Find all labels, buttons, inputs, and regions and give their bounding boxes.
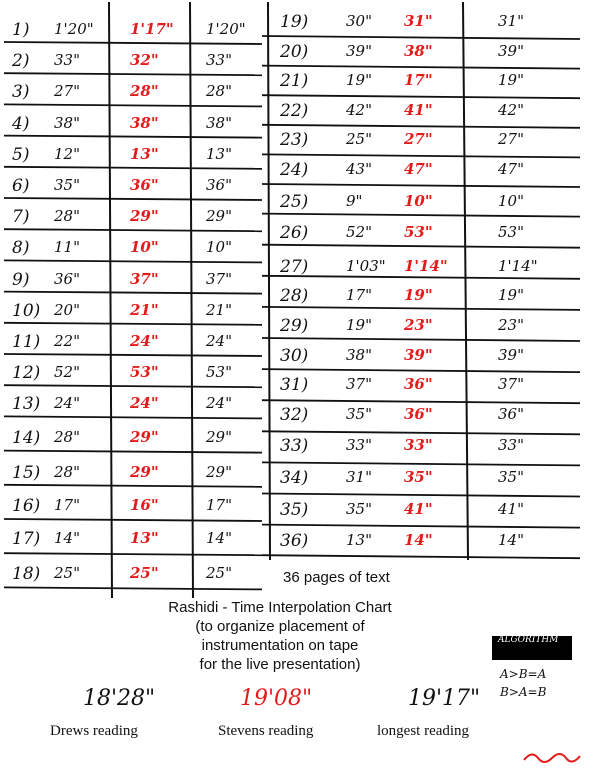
longest-value: 10" bbox=[206, 238, 232, 257]
row-number: 3) bbox=[12, 82, 30, 103]
rule-line bbox=[4, 104, 262, 106]
rule-line bbox=[4, 292, 262, 294]
longest-value: 24" bbox=[206, 332, 232, 350]
stevens-value: 41" bbox=[404, 499, 433, 518]
stevens-value: 53" bbox=[130, 363, 159, 382]
row-number: 13) bbox=[12, 394, 41, 415]
row-number: 23) bbox=[280, 130, 309, 151]
stevens-value: 36" bbox=[130, 176, 159, 194]
row-number: 28) bbox=[280, 286, 309, 307]
stevens-value: 25" bbox=[130, 564, 159, 583]
stevens-value: 36" bbox=[404, 375, 433, 394]
stevens-value: 29" bbox=[130, 207, 159, 226]
longest-value: 1'20" bbox=[206, 20, 246, 38]
longest-value: 24" bbox=[206, 394, 232, 413]
stevens-value: 35" bbox=[404, 468, 433, 486]
stevens-value: 37" bbox=[130, 269, 159, 288]
row-number: 26) bbox=[280, 223, 309, 244]
row-number: 24) bbox=[280, 160, 309, 180]
row-number: 12) bbox=[12, 363, 41, 384]
rule-line bbox=[4, 519, 262, 521]
drews-value: 38" bbox=[346, 345, 372, 364]
row-number: 30) bbox=[280, 345, 309, 366]
drews-value: 24" bbox=[54, 394, 80, 413]
rule-line bbox=[262, 276, 580, 279]
rule-line bbox=[4, 416, 262, 418]
rule-line bbox=[262, 95, 580, 98]
rule-line bbox=[262, 125, 580, 128]
caption-line-2: (to organize placement of bbox=[195, 618, 365, 635]
drews-value: 13" bbox=[346, 531, 372, 550]
drews-value: 42" bbox=[346, 100, 372, 119]
drews-value: 36" bbox=[54, 269, 80, 288]
longest-value: 42" bbox=[498, 100, 524, 119]
row-number: 7) bbox=[12, 207, 30, 228]
drews-value: 25" bbox=[54, 564, 80, 583]
drews-value: 52" bbox=[54, 363, 80, 382]
longest-value: 53" bbox=[498, 223, 524, 242]
drews-value: 35" bbox=[54, 176, 80, 194]
chart-caption bbox=[130, 600, 430, 672]
drews-value: 17" bbox=[54, 496, 80, 514]
longest-value: 14" bbox=[498, 531, 524, 550]
longest-value: 23" bbox=[498, 316, 524, 334]
longest-value: 29" bbox=[206, 207, 232, 226]
drews-value: 19" bbox=[346, 316, 372, 334]
row-number: 19) bbox=[280, 12, 309, 32]
rule-line bbox=[262, 369, 580, 372]
rule-line bbox=[262, 494, 580, 497]
drews-value: 9" bbox=[346, 191, 363, 210]
rule-line bbox=[4, 229, 262, 231]
stevens-value: 13" bbox=[130, 144, 159, 163]
stevens-value: 36" bbox=[404, 404, 433, 423]
label-stevens: Stevens reading bbox=[218, 723, 314, 739]
stevens-value: 38" bbox=[130, 113, 159, 132]
stevens-value: 29" bbox=[130, 462, 159, 481]
longest-value: 19" bbox=[498, 286, 524, 305]
row-number: 5) bbox=[12, 144, 30, 165]
longest-value: 35" bbox=[498, 468, 524, 486]
longest-value: 47" bbox=[498, 160, 524, 178]
row-number: 1) bbox=[12, 20, 30, 40]
stevens-value: 17" bbox=[404, 71, 433, 90]
row-number: 18) bbox=[12, 564, 41, 585]
rule-line bbox=[4, 587, 262, 589]
row-number: 25) bbox=[280, 191, 309, 212]
total-drews: 18'28" bbox=[83, 686, 156, 711]
stevens-value: 21" bbox=[130, 300, 159, 319]
caption-line-1: Rashidi - Time Interpolation Chart bbox=[168, 599, 392, 616]
rule-line bbox=[4, 451, 262, 453]
rule-line bbox=[4, 323, 262, 325]
row-number: 2) bbox=[12, 51, 30, 72]
rule-line bbox=[4, 553, 262, 555]
longest-value: 39" bbox=[498, 41, 524, 60]
scribble-mark bbox=[522, 748, 582, 768]
rule-line bbox=[4, 42, 262, 44]
longest-value: 33" bbox=[498, 436, 524, 455]
stevens-value: 39" bbox=[404, 345, 433, 364]
rule-line bbox=[262, 184, 580, 187]
rule-line bbox=[4, 198, 262, 200]
row-number: 11) bbox=[12, 332, 41, 352]
row-number: 15) bbox=[12, 462, 41, 483]
longest-value: 36" bbox=[498, 404, 524, 423]
rule-line bbox=[262, 214, 580, 217]
row-number: 33) bbox=[280, 436, 309, 457]
drews-value: 43" bbox=[346, 160, 372, 178]
row-number: 10) bbox=[12, 300, 41, 321]
stevens-value: 33" bbox=[404, 436, 433, 455]
drews-value: 35" bbox=[346, 404, 372, 423]
longest-value: 31" bbox=[498, 12, 524, 30]
drews-value: 31" bbox=[346, 468, 372, 486]
longest-value: 1'14" bbox=[498, 256, 538, 275]
rule-line bbox=[262, 400, 580, 403]
drews-value: 27" bbox=[54, 82, 80, 101]
longest-value: 37" bbox=[498, 375, 524, 394]
longest-value: 33" bbox=[206, 51, 232, 70]
rule-line bbox=[4, 485, 262, 487]
stevens-value: 38" bbox=[404, 41, 433, 60]
stevens-value: 41" bbox=[404, 100, 433, 119]
stevens-value: 1'14" bbox=[404, 256, 448, 275]
rule-line bbox=[262, 36, 580, 39]
rule-line bbox=[4, 136, 262, 138]
drews-value: 25" bbox=[346, 130, 372, 149]
stevens-value: 31" bbox=[404, 12, 433, 30]
drews-value: 28" bbox=[54, 462, 80, 481]
stevens-value: 53" bbox=[404, 223, 433, 242]
longest-value: 21" bbox=[206, 300, 232, 319]
caption-line-3: instrumentation on tape bbox=[201, 637, 359, 654]
stamp-line-1: A>B=A bbox=[500, 667, 547, 681]
rule-line bbox=[262, 431, 580, 434]
stevens-value: 24" bbox=[130, 394, 159, 413]
row-number: 32) bbox=[280, 404, 309, 425]
total-stevens: 19'08" bbox=[240, 686, 313, 711]
row-number: 29) bbox=[280, 316, 309, 336]
longest-value: 10" bbox=[498, 191, 524, 210]
longest-value: 27" bbox=[498, 130, 524, 149]
row-number: 21) bbox=[280, 71, 309, 92]
stevens-value: 10" bbox=[130, 238, 159, 257]
row-number: 4) bbox=[12, 113, 30, 134]
rule-line bbox=[262, 154, 580, 157]
drews-value: 1'20" bbox=[54, 20, 94, 38]
drews-value: 30" bbox=[346, 12, 372, 30]
rule-line bbox=[4, 73, 262, 75]
longest-value: 17" bbox=[206, 496, 232, 514]
stevens-value: 24" bbox=[130, 332, 159, 350]
longest-value: 41" bbox=[498, 499, 524, 518]
stevens-value: 47" bbox=[404, 160, 433, 178]
stevens-value: 14" bbox=[404, 531, 433, 550]
rule-line bbox=[262, 338, 580, 341]
longest-value: 37" bbox=[206, 269, 232, 288]
stevens-value: 16" bbox=[130, 496, 159, 514]
drews-value: 22" bbox=[54, 332, 80, 350]
rule-line bbox=[4, 167, 262, 169]
label-longest: longest reading bbox=[377, 723, 470, 739]
stamp-title: ALGORITHM bbox=[498, 635, 559, 645]
row-number: 35) bbox=[280, 499, 309, 520]
stevens-value: 29" bbox=[130, 427, 159, 446]
row-number: 20) bbox=[280, 41, 309, 62]
row-number: 34) bbox=[280, 468, 309, 488]
row-number: 6) bbox=[12, 176, 30, 196]
rule-line bbox=[262, 462, 580, 465]
drews-value: 35" bbox=[346, 499, 372, 518]
drews-value: 33" bbox=[346, 436, 372, 455]
stevens-value: 19" bbox=[404, 286, 433, 305]
row-number: 31) bbox=[280, 375, 309, 396]
rule-line bbox=[262, 555, 580, 558]
row-number: 22) bbox=[280, 100, 309, 121]
total-longest: 19'17" bbox=[408, 686, 481, 711]
drews-value: 17" bbox=[346, 286, 372, 305]
row-number: 14) bbox=[12, 427, 41, 448]
longest-value: 19" bbox=[498, 71, 524, 90]
drews-value: 52" bbox=[346, 223, 372, 242]
stamp-line-2: B>A=B bbox=[500, 685, 547, 699]
stevens-value: 10" bbox=[404, 191, 433, 210]
rule-line bbox=[262, 245, 580, 248]
rule-line bbox=[262, 66, 580, 69]
drews-value: 28" bbox=[54, 427, 80, 446]
drews-value: 11" bbox=[54, 238, 80, 257]
drews-value: 37" bbox=[346, 375, 372, 394]
row-number: 27) bbox=[280, 256, 309, 277]
longest-value: 13" bbox=[206, 144, 232, 163]
longest-value: 28" bbox=[206, 82, 232, 101]
caption-line-4: for the live presentation) bbox=[199, 656, 361, 673]
label-drews: Drews reading bbox=[50, 723, 138, 739]
drews-value: 39" bbox=[346, 41, 372, 60]
drews-value: 20" bbox=[54, 300, 80, 319]
longest-value: 29" bbox=[206, 427, 232, 446]
longest-value: 53" bbox=[206, 363, 232, 382]
drews-value: 1'03" bbox=[346, 256, 386, 275]
longest-value: 38" bbox=[206, 113, 232, 132]
row-number: 17) bbox=[12, 529, 41, 550]
longest-value: 29" bbox=[206, 462, 232, 481]
longest-value: 39" bbox=[498, 345, 524, 364]
rule-line bbox=[4, 385, 262, 387]
stevens-value: 32" bbox=[130, 51, 159, 70]
drews-value: 28" bbox=[54, 207, 80, 226]
stevens-value: 27" bbox=[404, 130, 433, 149]
drews-value: 33" bbox=[54, 51, 80, 70]
stevens-value: 1'17" bbox=[130, 20, 174, 38]
rule-line bbox=[4, 354, 262, 356]
stevens-value: 23" bbox=[404, 316, 433, 334]
longest-value: 14" bbox=[206, 529, 232, 548]
pages-note: 36 pages of text bbox=[283, 569, 390, 586]
row-number: 8) bbox=[12, 238, 30, 259]
row-number: 36) bbox=[280, 531, 309, 552]
drews-value: 19" bbox=[346, 71, 372, 90]
rule-line bbox=[4, 260, 262, 262]
rule-line bbox=[262, 525, 580, 528]
longest-value: 25" bbox=[206, 564, 232, 583]
row-number: 9) bbox=[12, 269, 30, 290]
longest-value: 36" bbox=[206, 176, 232, 194]
stevens-value: 28" bbox=[130, 82, 159, 101]
rule-line bbox=[262, 307, 580, 310]
stevens-value: 13" bbox=[130, 529, 159, 548]
drews-value: 38" bbox=[54, 113, 80, 132]
drews-value: 12" bbox=[54, 144, 80, 163]
row-number: 16) bbox=[12, 496, 41, 516]
drews-value: 14" bbox=[54, 529, 80, 548]
